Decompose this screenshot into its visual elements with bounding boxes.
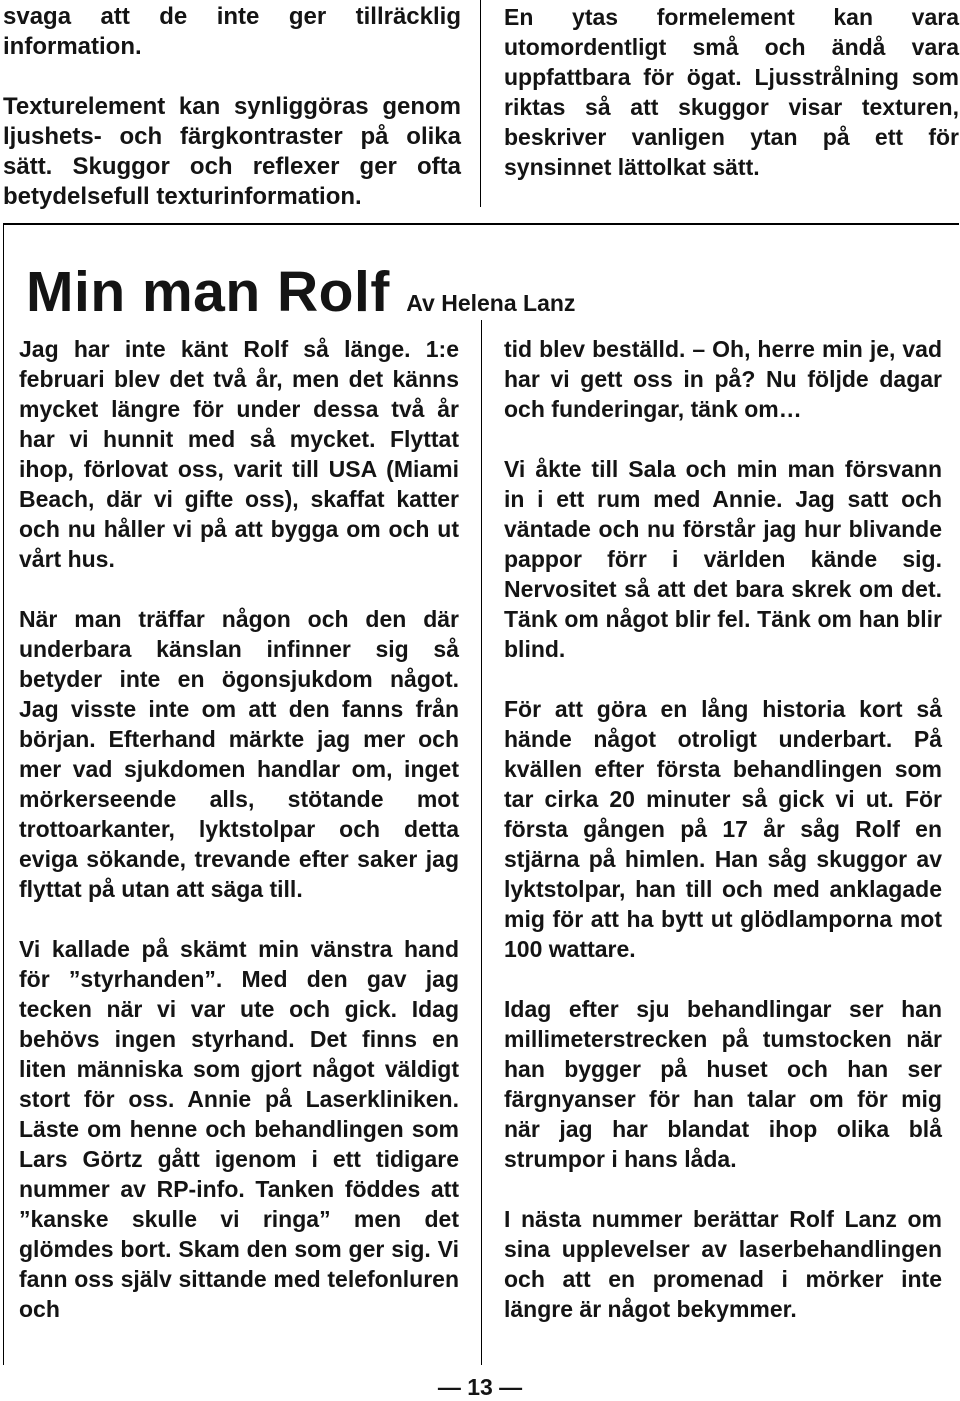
paragraph: Vi kallade på skämt min vänstra hand för ”styrhanden”. Med den gav jag tecken när vi var ute och gick. Idag behövs ingen styrhand. Det finns en liten människa som gjort något väldigt stort för oss. Annie på Laserkliniken. Läste om henne och behandlingen som Lars Görtz gått igenom i ett tidigare nummer av RP-info. Tanken föddes att ”kanske skulle vi ringa” men det glömdes bort. Skam den som ger sig. Vi fann oss själv sittande med telefonluren och: [19, 936, 459, 1322]
paragraph: tid blev beställd. – Oh, herre min je, vad har vi gett oss in på? Nu följde dagar och funderingar, tänk om…: [504, 336, 942, 422]
paragraph: Texturelement kan synliggöras genom ljushets- och färgkontraster på olika sätt. Skuggor och reflexer ger ofta betydelsefull texturinformation.: [3, 93, 461, 210]
page-number: — 13 —: [437, 1374, 523, 1400]
paragraph: Idag efter sju behandlingar ser han millimeterstrecken på tumstocken när han bygger på huset och han ser färgnyanser för han talar om för mig när jag har blandat ihop olika blå strumpor i hans låda.: [504, 996, 942, 1172]
paragraph: Vi åkte till Sala och min man försvann in i ett rum med Annie. Jag satt och väntade och nu förstår jag hur blivande pappor förr i världen kände sig. Nervositet så att det bara skrek om det. Tänk om något blir fel. Tänk om han blir blind.: [504, 456, 942, 662]
paragraph: I nästa nummer berättar Rolf Lanz om sina upplevelser av laserbehandlingen och att en promenad i mörker inte längre är något bekymmer.: [504, 1206, 942, 1322]
paragraph: Jag har inte känt Rolf så länge. 1:e februari blev det två år, men det känns mycket längre för under dessa två år har vi hunnit med så mycket. Flyttat ihop, förlovat oss, varit till USA (Miami Beach, där vi gifte oss), skaffat katter och nu håller vi på att bygga om och ut vårt hus.: [19, 336, 459, 572]
article-byline: Av Helena Lanz: [406, 290, 576, 316]
previous-article-right-column: [504, 2, 959, 182]
column-divider: [480, 0, 481, 207]
article-left-column: [19, 334, 459, 1324]
article-heading: [26, 259, 575, 325]
paragraph: En ytas formelement kan vara utomordentligt små och ändå vara uppfattbara för ögat. Ljusstrålning som riktas så att skuggor visar texturen, beskriver vanligen ytan på ett för synsinnet lättolkat sätt.: [504, 4, 959, 180]
paragraph: För att göra en lång historia kort så hände något otroligt underbart. På kvällen efter första behandlingen som tar cirka 20 minuter så gick vi ut. För första gången på 17 år såg Rolf en stjärna på himlen. Han såg skuggor av lyktstolpar, han till och med anklagade mig för att ha bytt ut glödlamporna mot 100 wattare.: [504, 696, 942, 962]
article-title: Min man Rolf: [26, 260, 390, 324]
paragraph: När man träffar någon och den där underbara känslan infinner sig så betyder inte en ögonsjukdom något. Jag visste inte om att den fanns från början. Efterhand märkte jag mer och mer vad sjukdomen handlar om, inget mörkerseende alls, stötande mot trottoarkanter, lyktstolpar och detta eviga sökande, trevande efter saker jag flyttat på utan att säga till.: [19, 606, 459, 902]
column-divider: [481, 320, 482, 1365]
article-right-column: [504, 334, 942, 1324]
previous-article-left-column: [3, 2, 461, 212]
paragraph: svaga att de inte ger tillräcklig information.: [3, 3, 461, 60]
